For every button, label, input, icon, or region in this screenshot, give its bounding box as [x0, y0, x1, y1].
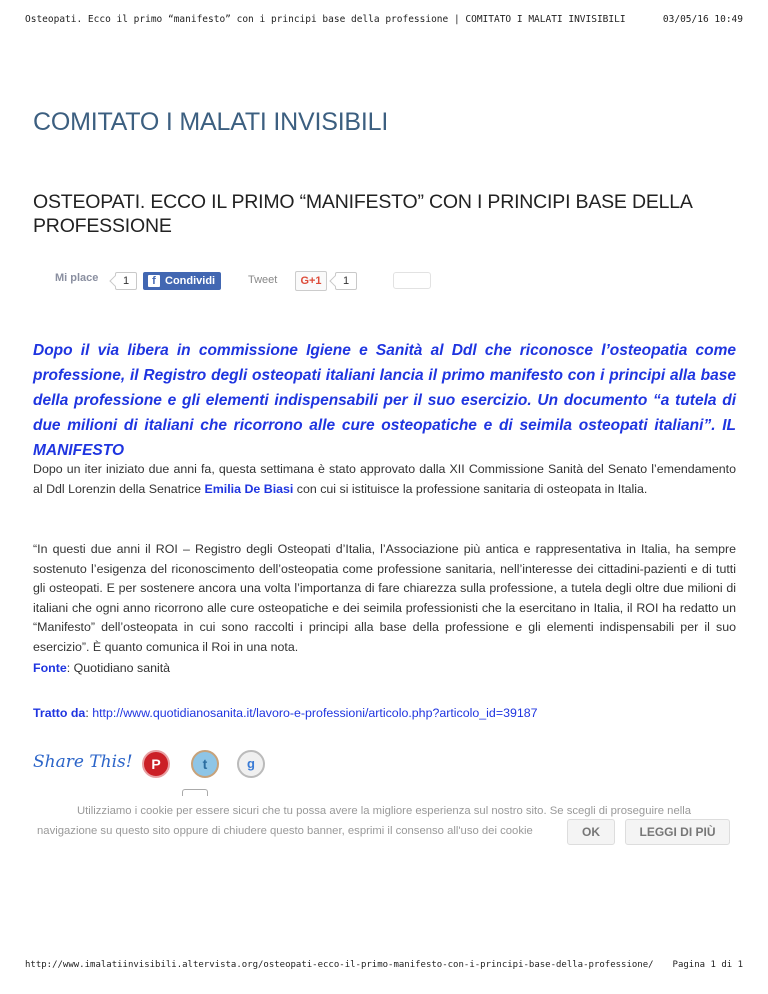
facebook-icon: f: [148, 275, 160, 287]
facebook-share-label: Condividi: [165, 275, 216, 287]
source-line: [33, 661, 170, 675]
post-paragraph-2: “In questi due anni il ROI – Registro degli Osteopati d’Italia, l’Associazione più antica e rappresentativa in Italia, ha sempre sostenuto l’esigenza del riconoscimento dell’osteopatia come professione sanitaria, nell’interesse dei cittadini-pazienti e di tutti gli osteopati. E per sostenere ancora una volta l’importanza di fare chiarezza sulla professione, a tutela degli oltre due milioni di italiani che ogni anno ricorrono alle cure osteopatiche e dei seimila professionisti che la esercitano in Italia, il ROI ha redatto un “Manifesto” dell’osteopata in cui sono raccolti i principi alla base della professione e gli elementi indispensabili per il suo esercizio”. È quanto comunica il Roi in una nota.: [33, 542, 736, 654]
tratto-separator: :: [85, 706, 93, 720]
facebook-share-button[interactable]: [143, 272, 221, 290]
share-tab-handle[interactable]: [182, 789, 208, 796]
social-buttons-row: [55, 270, 455, 294]
facebook-like-count: 1: [115, 272, 137, 290]
print-page-number: Pagina 1 di 1: [672, 960, 743, 970]
print-header: [25, 14, 743, 28]
source-value: : Quotidiano sanità: [66, 661, 171, 675]
print-footer: [25, 960, 743, 974]
share-this-label: Share This!: [33, 752, 133, 772]
cookie-ok-button[interactable]: OK: [567, 819, 615, 845]
pinterest-icon[interactable]: P: [142, 750, 170, 778]
cookie-read-more-button[interactable]: LEGGI DI PIÙ: [625, 819, 730, 845]
cookie-banner: [0, 802, 768, 854]
print-datetime: 03/05/16 10:49: [662, 14, 743, 25]
google-plus-count: 1: [335, 272, 357, 290]
facebook-like-button[interactable]: Mi place: [55, 272, 99, 284]
p1-text-before: Dopo un iter iniziato due anni fa, questa settimana è stato approvato dalla XII Commissione Sanità del Senato l’emendamento al Ddl Lorenzin della Senatrice: [33, 462, 736, 496]
post-paragraph-1: [33, 460, 736, 499]
tratto-label: Tratto da: [33, 706, 86, 720]
tratto-url-link[interactable]: http://www.quotidianosanita.it/lavoro-e-professioni/articolo.php?articolo_id=39187: [92, 706, 538, 720]
site-title[interactable]: COMITATO I MALATI INVISIBILI: [33, 108, 389, 136]
print-url: http://www.imalatiinvisibili.altervista.org/osteopati-ecco-il-primo-manifesto-con-i-principi-base-della-professione/: [25, 960, 654, 970]
empty-widget[interactable]: [393, 272, 431, 289]
senator-link[interactable]: Emilia De Biasi: [204, 481, 294, 496]
tratto-line: [33, 706, 538, 720]
google-icon[interactable]: g: [237, 750, 265, 778]
post-title: OSTEOPATI. ECCO IL PRIMO “MANIFESTO” CON I PRINCIPI BASE DELLA PROFESSIONE: [33, 191, 692, 237]
twitter-icon[interactable]: t: [191, 750, 219, 778]
cookie-text-line-2: navigazione su questo sito oppure di chiudere questo banner, esprimi il consenso all'uso dei cookie: [37, 825, 533, 837]
print-page-title: Osteopati. Ecco il primo “manifesto” con i principi base della professione | COMITATO I MALATI INVISIBILI: [25, 14, 626, 25]
google-plus-button[interactable]: G+1: [295, 271, 327, 291]
tweet-button[interactable]: Tweet: [248, 274, 278, 286]
source-label: Fonte: [33, 661, 67, 675]
p1-text-after: con cui si istituisce la professione sanitaria di osteopata in Italia.: [293, 481, 648, 496]
post-lead: Dopo il via libera in commissione Igiene e Sanità al Ddl che riconosce l’osteopatia come professione, il Registro degli osteopati italiani lancia il primo manifesto con i principi alla base della professione e gli elementi indispensabili per il suo esercizio. Un documento “a tutela di due milioni di italiani che ricorrono alle cure osteopatiche e di seimila osteopati italiani”. IL MANIFESTO: [33, 342, 736, 459]
cookie-text-line-1: Utilizziamo i cookie per essere sicuri che tu possa avere la migliore esperienza sul nostro sito. Se scegli di proseguire nella: [76, 805, 692, 817]
